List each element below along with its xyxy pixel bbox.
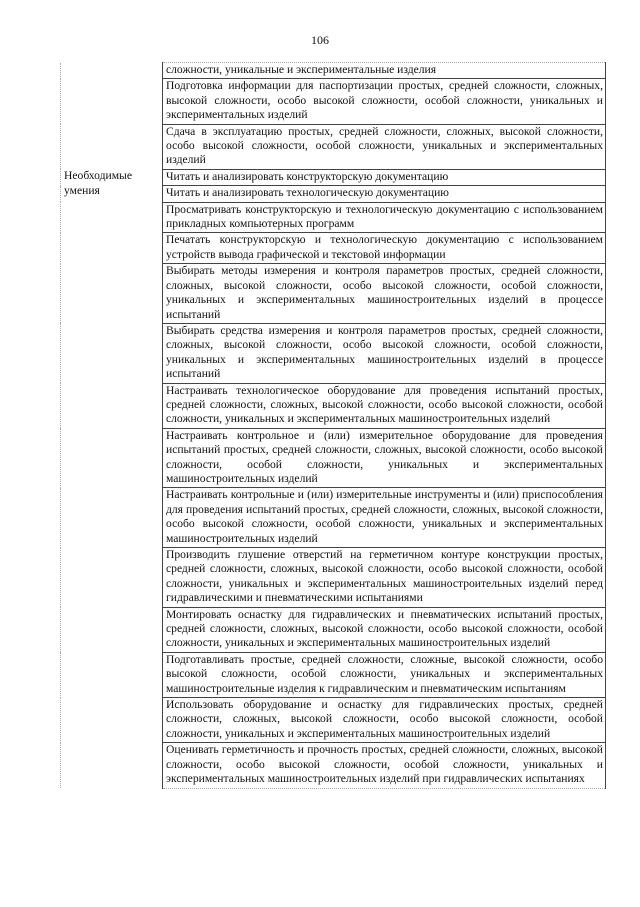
row-text-cell: Настраивать технологическое оборудование для проведения испытаний простых, средней сложности, сложных, высокой сложности, особо высокой сложности, особой сложности, уникальных и экспериментальных машиностроительных изделий (163, 383, 606, 428)
table-row (61, 169, 606, 185)
row-label-cell (61, 63, 163, 79)
table-row (61, 79, 606, 124)
row-label-cell (61, 79, 163, 124)
skills-table (60, 62, 606, 789)
row-text-cell: Использовать оборудование и оснастку для гидравлических простых, средней сложности, сложных, высокой сложности, особо высокой сложности, особой сложности, уникальных и экспериментальных машиностроительных изделий (163, 698, 606, 743)
row-text-cell: Просматривать конструкторскую и технологическую документацию с использованием прикладных компьютерных программ (163, 202, 606, 233)
section-label-cell (61, 169, 163, 788)
row-text-cell: Производить глушение отверстий на герметичном контуре конструкции простых, средней сложности, сложных, высокой сложности, особо высокой сложности, особой сложности, уникальных и экспериментальных машиностроительных изделий перед гидравлическими и пневматическими испытаниями (163, 548, 606, 608)
table-row (61, 124, 606, 169)
row-text-cell: Печатать конструкторскую и технологическую документацию с использованием устройств вывода графической и текстовой информации (163, 233, 606, 264)
page-number: 106 (311, 33, 329, 47)
row-text-cell: Подготавливать простые, средней сложности, сложные, высокой сложности, особо высокой сложности, особой сложности, уникальных и экспериментальных машиностроительные изделия к гидравлическим и пневматическим испытаниям (163, 652, 606, 697)
skills-table-body (61, 63, 606, 789)
row-text-cell: Сдача в эксплуатацию простых, средней сложности, сложных, высокой сложности, особо высокой сложности, особой сложности, уникальных и экспериментальных изделий (163, 124, 606, 169)
table-row (61, 63, 606, 79)
row-text-cell: Выбирать методы измерения и контроля параметров простых, средней сложности, сложных, высокой сложности, особо высокой сложности, особой сложности, уникальных и экспериментальных машиностроительных изделий в процессе испытаний (163, 264, 606, 324)
row-text-cell: Оценивать герметичность и прочность простых, средней сложности, сложных, высокой сложности, особо высокой сложности, особой сложности, уникальных и экспериментальных машиностроительных изделий при гидравлических испытаниях (163, 743, 606, 788)
row-text-cell: Монтировать оснастку для гидравлических и пневматических испытаний простых, средней сложности, сложных, высокой сложности, особо высокой сложности, особой сложности, уникальных и экспериментальных машиностроительных изделий (163, 607, 606, 652)
row-label-cell (61, 124, 163, 169)
row-text-cell: Читать и анализировать конструкторскую документацию (163, 169, 606, 185)
row-text-cell: Подготовка информации для паспортизации простых, средней сложности, сложных, высокой сложности, особо высокой сложности, особой сложности, уникальных и экспериментальных изделий (163, 79, 606, 124)
row-text-cell: сложности, уникальные и экспериментальные изделия (163, 63, 606, 79)
row-text-cell: Настраивать контрольные и (или) измерительные инструменты и (или) приспособления для проведения испытаний простых, средней сложности, сложных, высокой сложности, особо высокой сложности, особой сложности, уникальных и экспериментальных машиностроительных изделий (163, 488, 606, 548)
row-text-cell: Настраивать контрольное и (или) измерительное оборудование для проведения испытаний простых, средней сложности, сложных, высокой сложности, особо высокой сложности, особой сложности, уникальных и экспериментальных машиностроительных изделий (163, 428, 606, 488)
row-text-cell: Выбирать средства измерения и контроля параметров простых, средней сложности, сложных, высокой сложности, особо высокой сложности, особой сложности, уникальных и экспериментальных машиностроительных изделий в процессе испытаний (163, 323, 606, 383)
row-text-cell: Читать и анализировать технологическую документацию (163, 186, 606, 202)
section-label-necessary-skills: Необходимые умения (64, 169, 132, 197)
